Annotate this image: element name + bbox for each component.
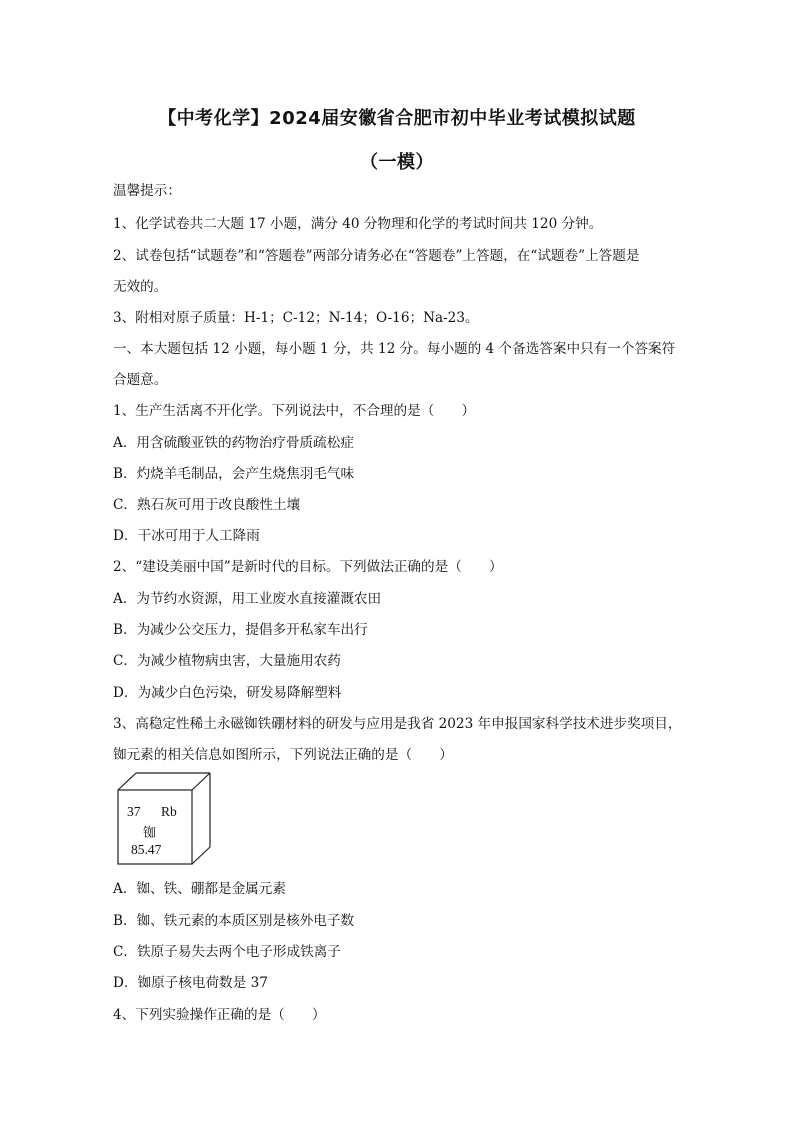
question-2-option-a: A．为节约水资源，用工业废水直接灌溉农田 bbox=[113, 591, 382, 607]
tip-3: 3、附相对原子质量：H-1；C-12；N-14；O-16；Na-23。 bbox=[113, 310, 479, 326]
element-name: 铷 bbox=[143, 826, 157, 841]
tip-2-line-1: 2、试卷包括“试题卷”和“答题卷”两部分请务必在“答题卷”上答题，在“试题卷”上答题是 bbox=[113, 248, 640, 264]
element-symbol: Rb bbox=[161, 804, 177, 819]
section-1-line-2: 合题意。 bbox=[113, 372, 168, 388]
tips-heading: 温馨提示： bbox=[113, 183, 181, 199]
question-1-option-c: C．熟石灰可用于改良酸性土壤 bbox=[113, 497, 301, 513]
periodic-element-cell bbox=[117, 772, 213, 866]
question-2-option-c: C．为减少植物病虫害，大量施用农药 bbox=[113, 653, 341, 669]
question-1-option-a: A．用含硫酸亚铁的药物治疗骨质疏松症 bbox=[113, 435, 354, 451]
question-3-option-b: B．铷、铁元素的本质区别是核外电子数 bbox=[113, 913, 355, 929]
question-3-stem-line-2: 铷元素的相关信息如图所示，下列说法正确的是（ ） bbox=[113, 747, 453, 763]
question-3-option-d: D．铷原子核电荷数是 37 bbox=[113, 975, 268, 991]
question-1-option-d: D．干冰可用于人工降雨 bbox=[113, 528, 260, 544]
section-1-line-1: 一、本大题包括 12 小题，每小题 1 分，共 12 分。每小题的 4 个备选答案中只有一个答案符 bbox=[113, 341, 676, 357]
question-2-option-b: B．为减少公交压力，提倡多开私家车出行 bbox=[113, 622, 368, 638]
tip-2-line-2: 无效的。 bbox=[113, 279, 168, 295]
element-atomic-number: 37 bbox=[127, 804, 141, 819]
question-4-stem: 4、下列实验操作正确的是（ ） bbox=[113, 1007, 326, 1023]
question-3-stem-line-1: 3、高稳定性稀土永磁铷铁硼材料的研发与应用是我省 2023 年申报国家科学技术进步奖项目， bbox=[113, 716, 682, 732]
document-subtitle: （一模） bbox=[360, 152, 434, 173]
document-title: 【中考化学】2024届安徽省合肥市初中毕业考试模拟试题 bbox=[158, 108, 636, 129]
question-3-option-c: C．铁原子易失去两个电子形成铁离子 bbox=[113, 944, 341, 960]
element-atomic-mass: 85.47 bbox=[131, 842, 162, 857]
question-1-option-b: B．灼烧羊毛制品，会产生烧焦羽毛气味 bbox=[113, 466, 355, 482]
question-2-stem: 2、“建设美丽中国”是新时代的目标。下列做法正确的是（ ） bbox=[113, 559, 503, 575]
question-2-option-d: D．为减少白色污染，研发易降解塑料 bbox=[113, 685, 342, 701]
question-3-option-a: A．铷、铁、硼都是金属元素 bbox=[113, 881, 286, 897]
question-1-stem: 1、生产生活离不开化学。下列说法中，不合理的是（ ） bbox=[113, 403, 476, 419]
tip-1: 1、化学试卷共二大题 17 小题，满分 40 分物理和化学的考试时间共 120 分钟。 bbox=[113, 216, 603, 232]
